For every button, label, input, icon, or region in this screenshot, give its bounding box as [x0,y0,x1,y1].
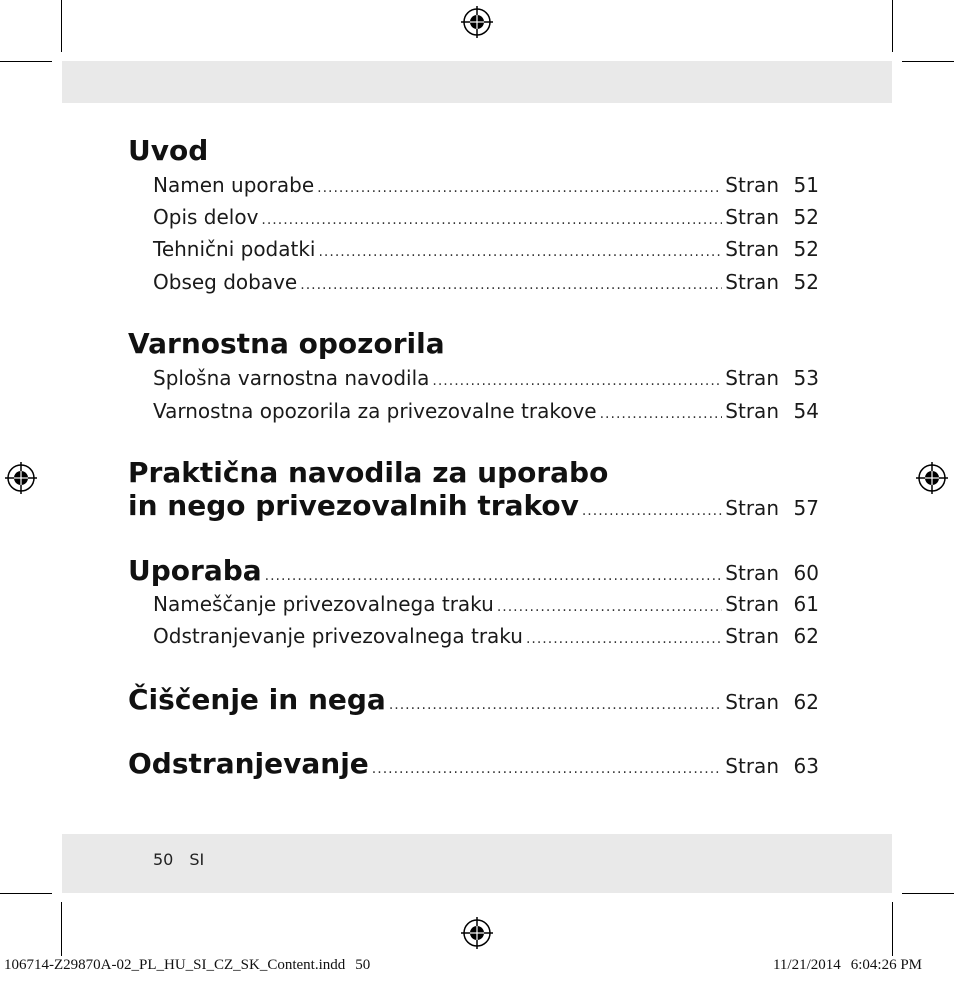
slug-timestamp [773,957,922,974]
page-prefix: Stran [725,366,779,390]
page-prefix: Stran [725,592,779,616]
page-number: 52 [793,237,819,261]
toc-heading-entry[interactable] [128,489,819,523]
toc-entry[interactable] [153,202,819,232]
toc-entry[interactable] [153,621,819,651]
toc-entry[interactable] [153,363,819,393]
page-prefix: Stran [725,399,779,423]
section-heading-line2: in nego privezovalnih trakov [128,489,579,522]
page-number: 62 [793,624,819,648]
page-prefix: Stran [725,237,779,261]
page-number: 51 [793,173,819,197]
section-heading-varnostna-opozorila: Varnostna opozorila [128,327,445,360]
dot-leader [497,592,722,622]
registration-mark-icon [916,462,948,494]
page-prefix: Stran [725,690,779,714]
page-prefix: Stran [725,205,779,229]
toc-entry-label: Namen uporabe [153,173,315,197]
toc-entry[interactable] [153,234,819,264]
toc-entry-label: Odstranjevanje privezovalnega traku [153,624,523,648]
page-prefix: Stran [725,624,779,648]
toc-heading-entry[interactable] [128,747,819,781]
registration-mark-icon [461,917,493,949]
crop-mark [892,902,893,956]
toc-heading-entry[interactable] [128,554,819,588]
registration-mark-icon [461,6,493,38]
folio-language: SI [189,850,205,869]
slug-filename: 106714-Z29870A-02_PL_HU_SI_CZ_SK_Content.indd [4,957,346,973]
page-number: 52 [793,205,819,229]
page-number: 52 [793,270,819,294]
page-number: 63 [793,754,819,778]
page-prefix: Stran [725,754,779,778]
crop-mark [0,893,52,894]
toc-entry[interactable] [153,170,819,200]
page-prefix: Stran [725,496,779,520]
toc-entry-label: Obseg dobave [153,270,298,294]
toc-entry-label: Varnostna opozorila za privezovalne trakove [153,399,597,423]
page-prefix: Stran [725,173,779,197]
page-number: 62 [793,690,819,714]
header-band [62,61,892,103]
page-number: 61 [793,592,819,616]
toc-entry[interactable] [153,589,819,619]
page-folio [153,850,204,869]
section-heading-prakticna-navodila: Praktična navodila za uporabo [128,456,609,489]
folio-page-number: 50 [153,850,174,869]
page-prefix: Stran [725,270,779,294]
toc-entry-label: Splošna varnostna navodila [153,366,430,390]
dot-leader [432,366,722,396]
section-heading-ciscenje-in-nega: Čiščenje in nega [128,683,386,716]
dot-leader [582,494,722,528]
dot-leader [526,624,722,654]
crop-mark [0,61,52,62]
dot-leader [317,173,722,203]
crop-mark [61,902,62,956]
crop-mark [902,61,954,62]
page-number: 54 [793,399,819,423]
dot-leader [372,752,723,786]
page-number: 60 [793,561,819,585]
toc-entry[interactable] [153,396,819,426]
section-heading-odstranjevanje: Odstranjevanje [128,747,369,780]
slug-page: 50 [355,957,371,973]
toc-entry-label: Tehnični podatki [153,237,316,261]
toc-entry[interactable] [153,267,819,297]
page-prefix: Stran [725,561,779,585]
slug-time: 6:04:26 PM [850,957,922,973]
page-number: 53 [793,366,819,390]
toc-entry-label: Nameščanje privezovalnega traku [153,592,494,616]
dot-leader [389,688,722,722]
crop-mark [902,893,954,894]
toc-heading-entry[interactable] [128,683,819,717]
toc-entry-label: Opis delov [153,205,259,229]
crop-mark [61,0,62,52]
registration-mark-icon [5,462,37,494]
slug-date: 11/21/2014 [772,957,841,973]
slug-file-info [4,957,370,974]
dot-leader [265,559,723,593]
section-heading-uvod: Uvod [128,134,209,167]
dot-leader [600,399,723,429]
dot-leader [318,237,722,267]
section-heading-uporaba: Uporaba [128,554,262,587]
dot-leader [261,205,722,235]
page-number: 57 [793,496,819,520]
crop-mark [892,0,893,52]
dot-leader [300,270,722,300]
